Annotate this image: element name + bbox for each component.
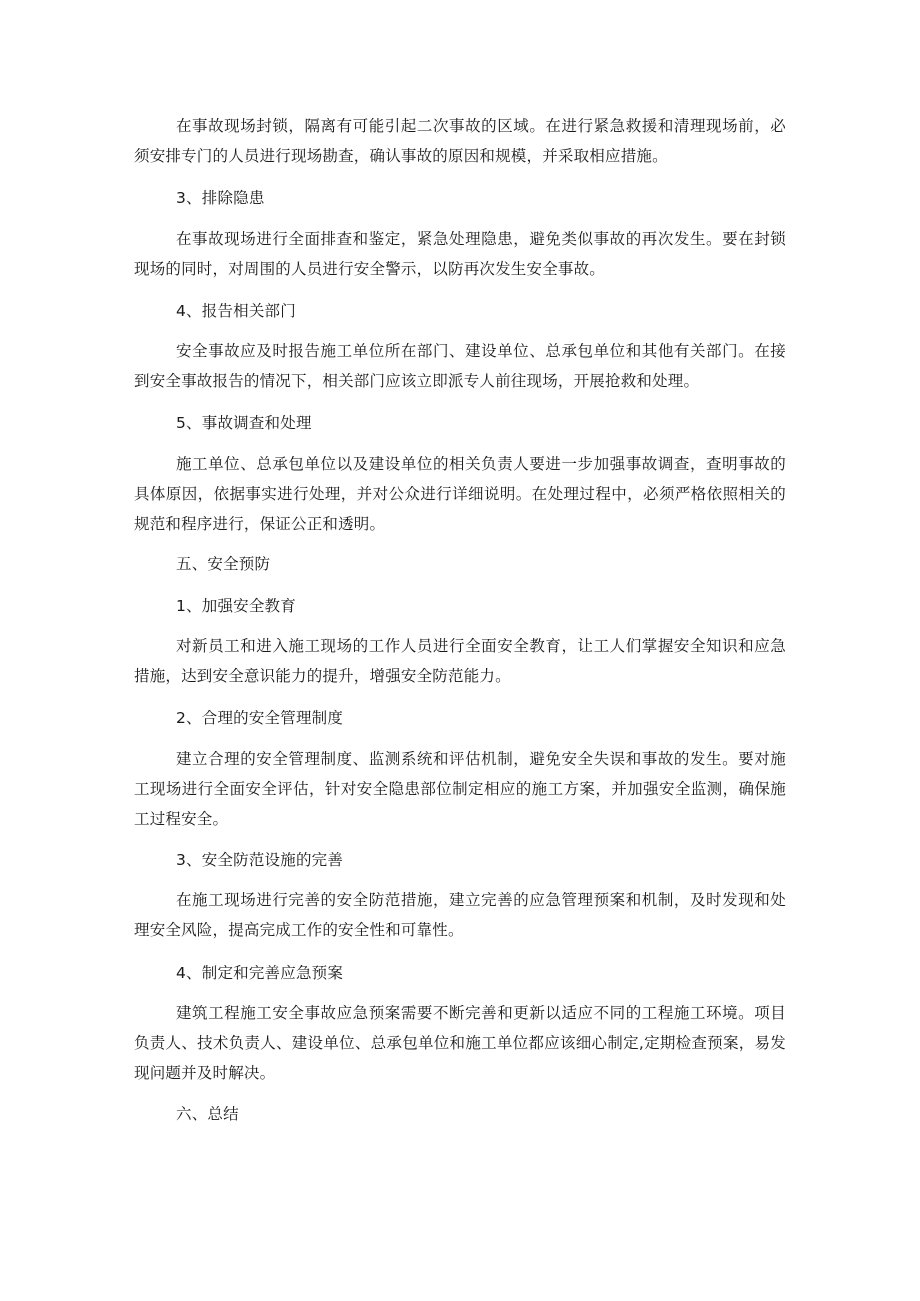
paragraph-investigation: 施工单位、总承包单位以及建设单位的相关负责人要进一步加强事故调查，查明事故的具体原因，依据事实进行处理，并对公众进行详细说明。在处理过程中，必须严格依照相关的规范和程序进行，保证公正和透明。 xyxy=(134,455,786,533)
paragraph-safety-education: 对新员工和进入施工现场的工作人员进行全面安全教育，让工人们掌握安全知识和应急措施，达到安全意识能力的提升，增强安全防范能力。 xyxy=(134,637,786,685)
paragraph-scene-lockdown: 在事故现场封锁，隔离有可能引起二次事故的区域。在进行紧急救援和清理现场前，必须安排专门的人员进行现场勘查，确认事故的原因和规模，并采取相应措施。 xyxy=(134,117,786,165)
heading-safety-prevention: 五、安全预防 xyxy=(176,555,271,573)
heading-safety-education: 1、加强安全教育 xyxy=(176,597,296,615)
heading-management-system: 2、合理的安全管理制度 xyxy=(176,709,344,727)
paragraph-report-departments: 安全事故应及时报告施工单位所在部门、建设单位、总承包单位和其他有关部门。在接到安全事故报告的情况下，相关部门应该立即派专人前往现场，开展抢救和处理。 xyxy=(134,342,786,390)
paragraph-emergency-plan: 建筑工程施工安全事故应急预案需要不断完善和更新以适应不同的工程施工环境。项目负责人、技术负责人、建设单位、总承包单位和施工单位都应该细心制定,定期检查预案，易发现问题并及时解决。 xyxy=(134,1004,786,1082)
heading-report-departments: 4、报告相关部门 xyxy=(176,302,296,320)
paragraph-protective-facilities: 在施工现场进行完善的安全防范措施，建立完善的应急管理预案和机制，及时发现和处理安全风险，提高完成工作的安全性和可靠性。 xyxy=(134,891,786,939)
heading-investigation: 5、事故调查和处理 xyxy=(176,414,312,432)
heading-eliminate-hazards: 3、排除隐患 xyxy=(176,189,265,207)
heading-summary: 六、总结 xyxy=(176,1105,239,1123)
heading-protective-facilities: 3、安全防范设施的完善 xyxy=(176,851,344,869)
paragraph-management-system: 建立合理的安全管理制度、监测系统和评估机制，避免安全失误和事故的发生。要对施工现场进行全面安全评估，针对安全隐患部位制定相应的施工方案，并加强安全监测，确保施工过程安全。 xyxy=(134,750,786,828)
heading-emergency-plan: 4、制定和完善应急预案 xyxy=(176,964,344,982)
paragraph-eliminate-hazards: 在事故现场进行全面排查和鉴定，紧急处理隐患，避免类似事故的再次发生。要在封锁现场的同时，对周围的人员进行安全警示，以防再次发生安全事故。 xyxy=(134,230,786,278)
